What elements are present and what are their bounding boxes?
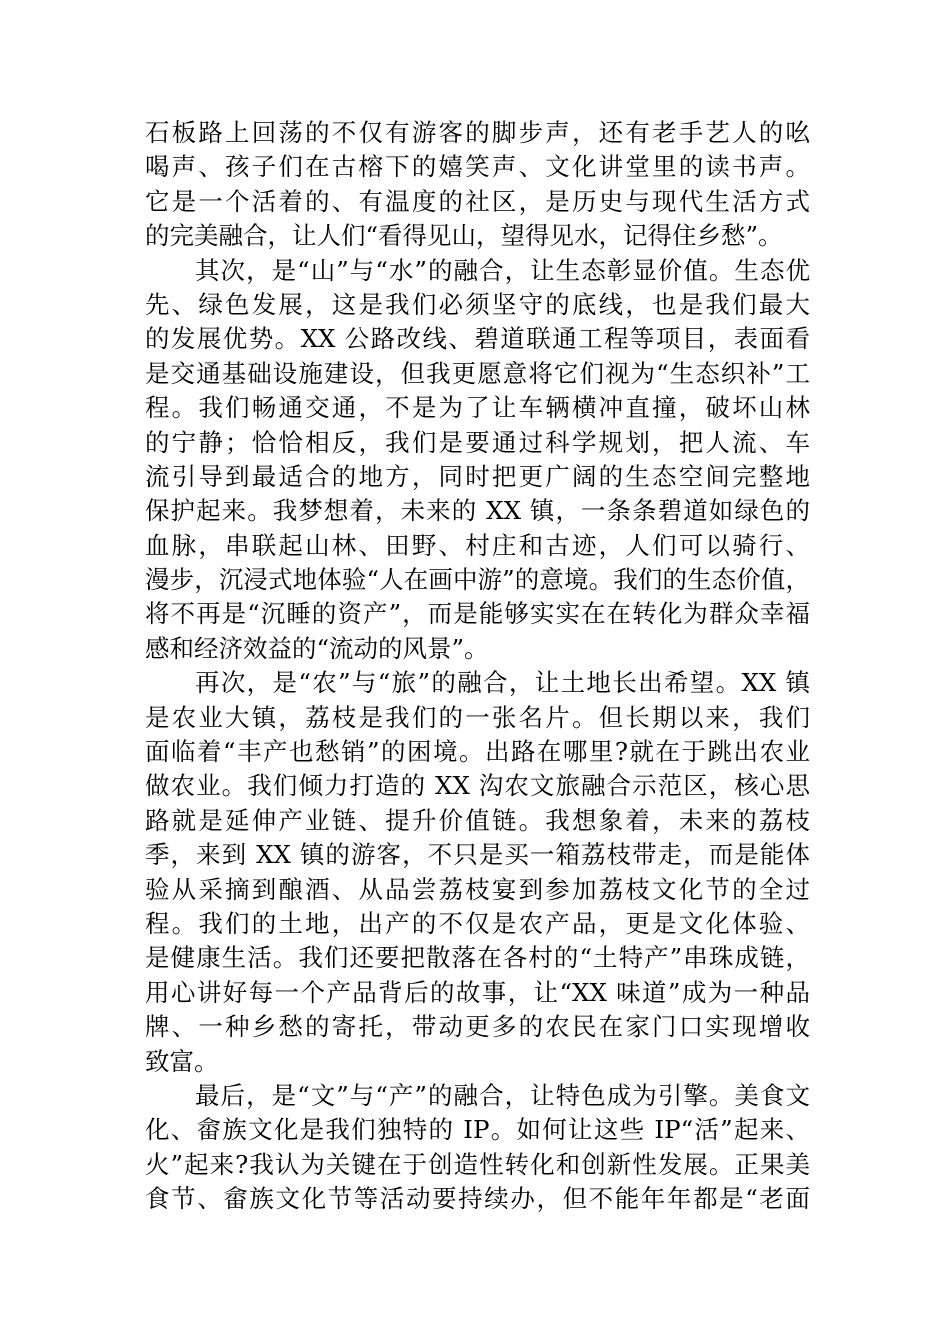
text-line: 先、绿色发展，这是我们必须坚守的底线，也是我们最大 xyxy=(145,289,810,319)
text-line: 路就是延伸产业链、提升价值链。我想象着，未来的荔枝 xyxy=(145,805,810,835)
text-line: 将不再是“沉睡的资产”，而是能够实实在在转化为群众幸福 xyxy=(145,599,810,629)
text-line: 的发展优势。XX 公路改线、碧道联通工程等项目，表面看 xyxy=(145,324,810,354)
text-line: 是交通基础设施建设，但我更愿意将它们视为“生态织补”工 xyxy=(145,358,810,388)
body-text xyxy=(145,116,810,1217)
text-line: 石板路上回荡的不仅有游客的脚步声，还有老手艺人的吆 xyxy=(145,118,810,147)
text-line: 是健康生活。我们还要把散落在各村的“土特产”串珠成链， xyxy=(145,943,810,973)
text-line: 程。我们畅通交通，不是为了让车辆横冲直撞，破坏山林 xyxy=(145,393,810,423)
paragraph xyxy=(145,1079,810,1217)
text-line: 的宁静；恰恰相反，我们是要通过科学规划，把人流、车 xyxy=(145,427,810,457)
text-line: 再次，是“农”与“旅”的融合，让土地长出希望。XX 镇 xyxy=(195,668,810,698)
text-line: 面临着“丰产也愁销”的困境。出路在哪里?就在于跳出农业 xyxy=(145,737,810,767)
text-line: 喝声、孩子们在古榕下的嬉笑声、文化讲堂里的读书声。 xyxy=(145,152,810,182)
text-line: 火”起来?我认为关键在于创造性转化和创新性发展。正果美 xyxy=(145,1149,810,1179)
paragraph xyxy=(145,666,810,1079)
text-line: 血脉，串联起山林、田野、村庄和古迹，人们可以骑行、 xyxy=(145,530,810,560)
text-line: 牌、一种乡愁的寄托，带动更多的农民在家门口实现增收 xyxy=(145,1012,810,1042)
text-line: 保护起来。我梦想着，未来的 XX 镇，一条条碧道如绿色的 xyxy=(145,496,810,526)
paragraph xyxy=(145,254,810,667)
text-line: 流引导到最适合的地方，同时把更广阔的生态空间完整地 xyxy=(145,461,810,491)
text-line: 的完美融合，让人们“看得见山，望得见水，记得住乡愁”。 xyxy=(145,221,783,251)
text-line: 验从采摘到酿酒、从品尝荔枝宴到参加荔枝文化节的全过 xyxy=(145,874,810,904)
text-line: 用心讲好每一个产品背后的故事，让“XX 味道”成为一种品 xyxy=(145,977,810,1007)
text-line: 是农业大镇，荔枝是我们的一张名片。但长期以来，我们 xyxy=(145,702,810,732)
paragraph xyxy=(145,116,810,254)
text-line: 化、畲族文化是我们独特的 IP。如何让这些 IP“活”起来、 xyxy=(145,1115,810,1145)
text-line: 漫步，沉浸式地体验“人在画中游”的意境。我们的生态价值， xyxy=(145,565,810,595)
text-line: 程。我们的土地，出产的不仅是农产品，更是文化体验、 xyxy=(145,908,810,938)
text-line: 致富。 xyxy=(145,1046,219,1076)
text-line: 做农业。我们倾力打造的 XX 沟农文旅融合示范区，核心思 xyxy=(145,771,810,801)
text-line: 季，来到 XX 镇的游客，不只是买一箱荔枝带走，而是能体 xyxy=(145,840,810,870)
text-line: 感和经济效益的“流动的风景”。 xyxy=(145,633,489,663)
text-line: 最后，是“文”与“产”的融合，让特色成为引擎。美食文 xyxy=(195,1080,810,1110)
text-line: 它是一个活着的、有温度的社区，是历史与现代生活方式 xyxy=(145,186,810,216)
text-line: 其次，是“山”与“水”的融合，让生态彰显价值。生态优 xyxy=(195,255,810,285)
text-line: 食节、畲族文化节等活动要持续办，但不能年年都是“老面 xyxy=(145,1184,810,1214)
